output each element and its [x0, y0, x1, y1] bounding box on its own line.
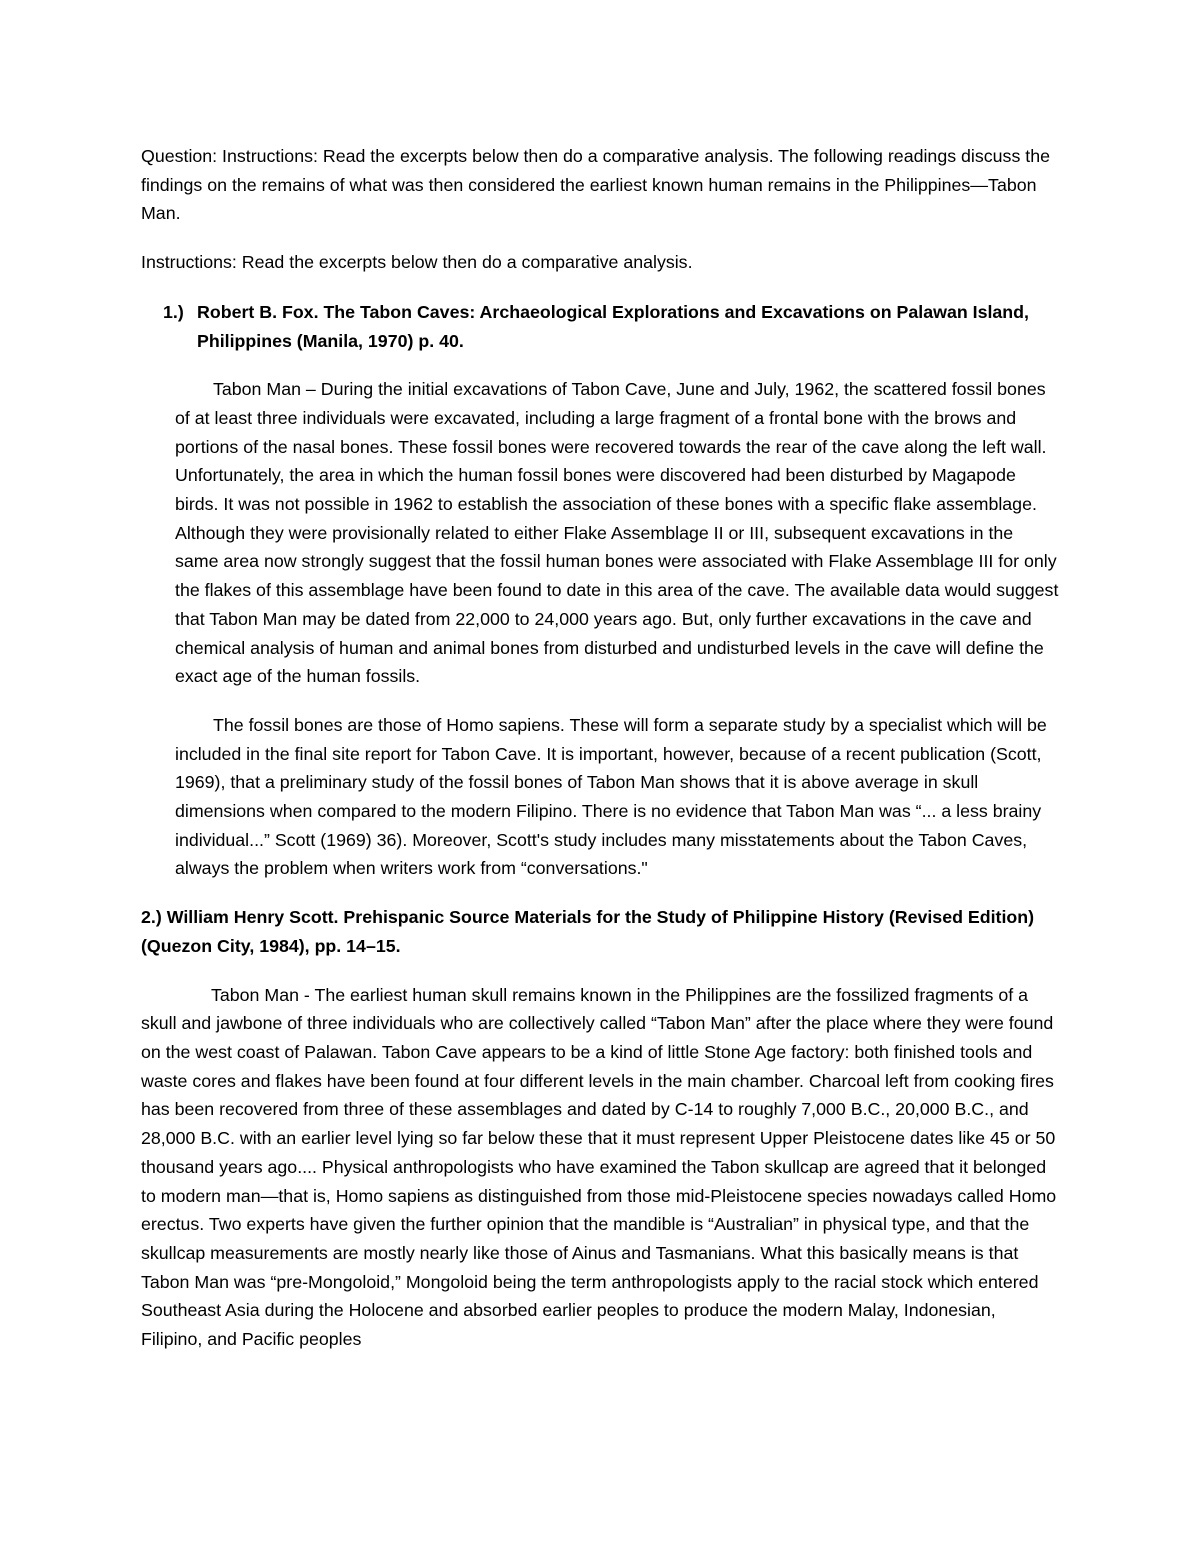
source-1-heading [141, 298, 1060, 355]
source-2-paragraph-1: Tabon Man - The earliest human skull remains known in the Philippines are the fossilized fragments of a skull and jawbone of three individuals who are collectively called “Tabon Man” after the place where they were found on the west coast of Palawan. Tabon Cave appears to be a kind of little Stone Age factory: both finished tools and waste cores and flakes have been found at four different levels in the main chamber. Charcoal left from cooking fires has been recovered from three of these assemblages and dated by C-14 to roughly 7,000 B.C., 20,000 B.C., and 28,000 B.C. with an earlier level lying so far below these that it must represent Upper Pleistocene dates like 45 or 50 thousand years ago.... Physical anthropologists who have examined the Tabon skullcap are agreed that it belonged to modern man—that is, Homo sapiens as distinguished from those mid-Pleistocene species nowadays called Homo erectus. Two experts have given the further opinion that the mandible is “Australian” in physical type, and that the skullcap measurements are mostly nearly like those of Ainus and Tasmanians. What this basically means is that Tabon Man was “pre-Mongoloid,” Mongoloid being the term anthropologists apply to the racial stock which entered Southeast Asia during the Holocene and absorbed earlier peoples to produce the modern Malay, Indonesian, Filipino, and Pacific peoples [141, 984, 1057, 1350]
source-2-body [141, 981, 1060, 1354]
source-1-body [141, 375, 1060, 883]
source-2-heading [141, 903, 1060, 960]
source-2-citation: William Henry Scott. Prehispanic Source Materials for the Study of Philippine History (Revised Edition) (Quezon City, 1984), pp. 14–15. [141, 907, 1035, 956]
instructions-paragraph: Instructions: Read the excerpts below then do a comparative analysis. [141, 252, 693, 273]
question-paragraph: Question: Instructions: Read the excerpts below then do a comparative analysis. The following readings discuss the findings on the remains of what was then considered the earliest known human remains in the Philippines—Tabon Man. [141, 146, 1050, 224]
source-2-number: 2.) [141, 907, 162, 928]
source-1-paragraph-2: The fossil bones are those of Homo sapiens. These will form a separate study by a specialist which will be included in the final site report for Tabon Cave. It is important, however, because of a recent publication (Scott, 1969), that a preliminary study of the fossil bones of Tabon Man shows that it is above average in skull dimensions when compared to the modern Filipino. There is no evidence that Tabon Man was “... a less brainy individual...” Scott (1969) 36). Moreover, Scott's study includes many misstatements about the Tabon Caves, always the problem when writers work from “conversations." [175, 714, 1047, 879]
source-1-citation: Robert B. Fox. The Tabon Caves: Archaeological Explorations and Excavations on Palawan Island, Philippines (Manila, 1970) p. 40. [197, 301, 1029, 351]
source-1-number: 1.) [163, 301, 184, 322]
source-1-paragraph-1: Tabon Man – During the initial excavations of Tabon Cave, June and July, 1962, the scattered fossil bones of at least three individuals were excavated, including a large fragment of a frontal bone with the brows and portions of the nasal bones. These fossil bones were recovered towards the rear of the cave along the left wall. Unfortunately, the area in which the human fossil bones were discovered had been disturbed by Magapode birds. It was not possible in 1962 to establish the association of these bones with a specific flake assemblage. Although they were provisionally related to either Flake Assemblage II or III, subsequent excavations in the same area now strongly suggest that the fossil human bones were associated with Flake Assemblage III for only the flakes of this assemblage have been found to date in this area of the cave. The available data would suggest that Tabon Man may be dated from 22,000 to 24,000 years ago. But, only further excavations in the cave and chemical analysis of human and animal bones from disturbed and undisturbed levels in the cave will define the exact age of the human fossils. [175, 379, 1059, 687]
